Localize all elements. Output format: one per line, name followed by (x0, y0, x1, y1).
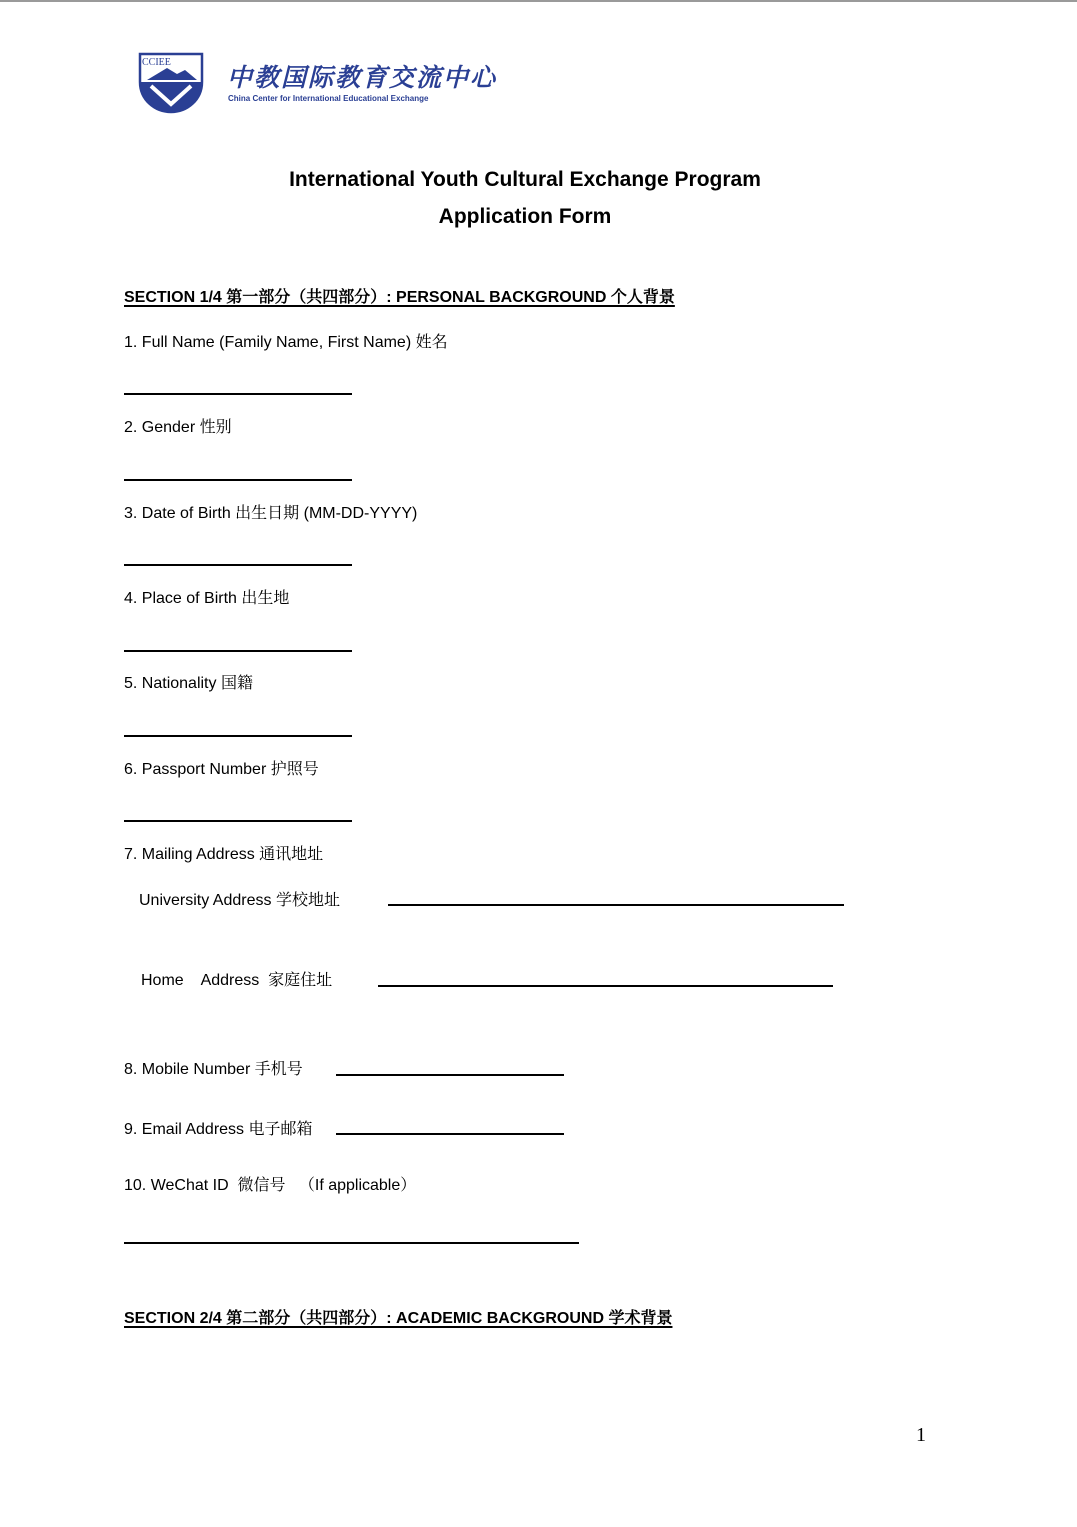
mobile-number-label: 8. Mobile Number 手机号 (124, 1061, 303, 1078)
university-address-label: University Address 学校地址 (139, 892, 340, 909)
nationality-field[interactable] (124, 735, 352, 737)
home-address-field[interactable] (378, 985, 833, 987)
question-gender: 2. Gender 性别 (124, 419, 232, 436)
question-passport-number: 6. Passport Number 护照号 (124, 761, 319, 778)
page-number: 1 (916, 1424, 926, 1446)
email-address-field[interactable] (336, 1133, 564, 1135)
question-date-of-birth: 3. Date of Birth 出生日期 (MM-DD-YYYY) (124, 505, 418, 522)
question-mailing-address: 7. Mailing Address 通讯地址 (124, 846, 324, 863)
mobile-number-field[interactable] (336, 1074, 564, 1076)
gender-field[interactable] (124, 479, 352, 481)
home-address-label: Home Address 家庭住址 (141, 972, 333, 989)
cciee-logo-icon (137, 52, 205, 114)
full-name-field[interactable] (124, 393, 352, 395)
question-full-name: 1. Full Name (Family Name, First Name) 姓名 (124, 334, 448, 351)
university-address-field[interactable] (388, 904, 844, 906)
form-subtitle: Application Form (438, 205, 612, 228)
passport-number-field[interactable] (124, 820, 352, 822)
logo-name-chinese: 中教国际教育交流中心 (227, 63, 498, 92)
logo-name-english: China Center for International Educational Exchange (228, 94, 429, 103)
wechat-id-label: 10. WeChat ID 微信号 （If applicable） (124, 1177, 417, 1194)
place-of-birth-field[interactable] (124, 650, 352, 652)
date-of-birth-field[interactable] (124, 564, 352, 566)
section2-heading: SECTION 2/4 第二部分（共四部分）: ACADEMIC BACKGROUND 学术背景 (124, 1310, 673, 1327)
logo-emblem-text: CCIEE (142, 57, 171, 68)
question-place-of-birth: 4. Place of Birth 出生地 (124, 590, 290, 607)
form-title: International Youth Cultural Exchange Program (289, 168, 761, 191)
email-address-label: 9. Email Address 电子邮箱 (124, 1121, 313, 1138)
section1-heading: SECTION 1/4 第一部分（共四部分）: PERSONAL BACKGROUND 个人背景 (124, 289, 675, 306)
question-nationality: 5. Nationality 国籍 (124, 675, 253, 692)
wechat-id-field[interactable] (124, 1242, 579, 1244)
top-border (0, 0, 1077, 2)
